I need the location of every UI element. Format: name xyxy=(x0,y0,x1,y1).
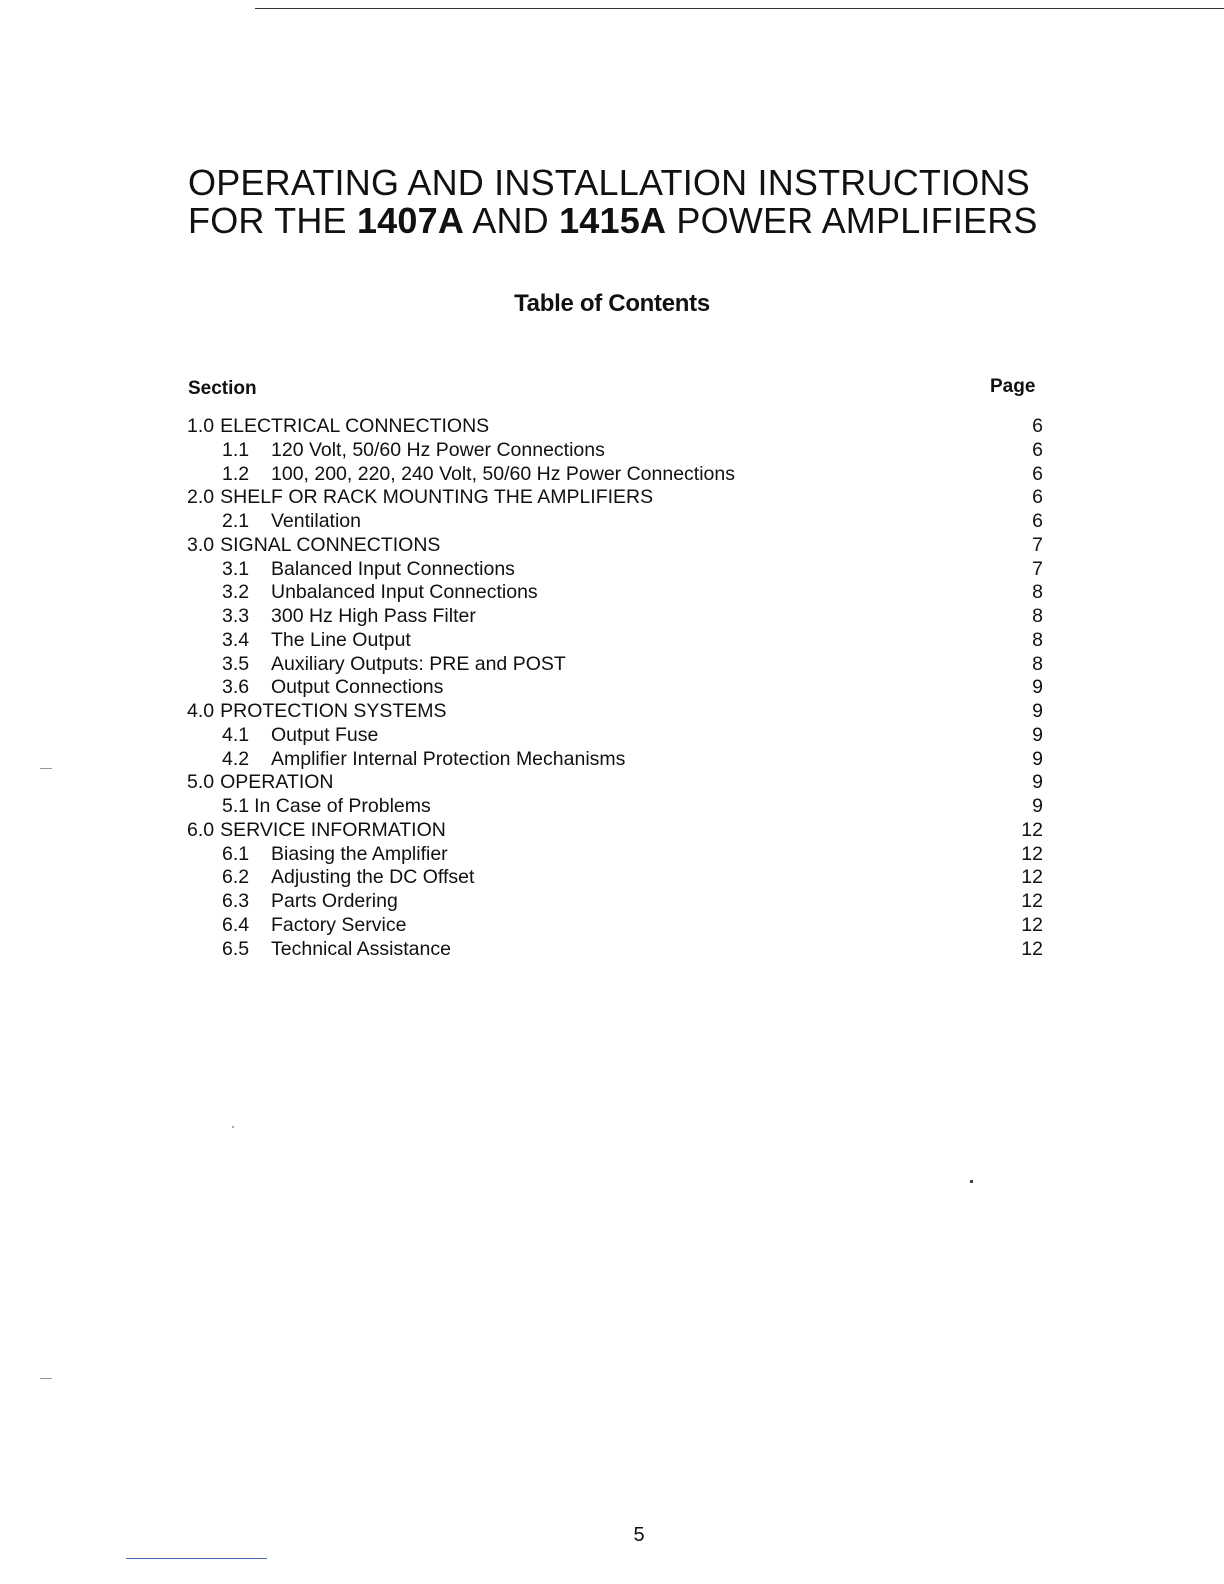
toc-entry-page: 12 xyxy=(1021,866,1043,889)
scan-speck xyxy=(232,1126,234,1128)
toc-entry-number: 6.3 xyxy=(222,890,250,912)
scan-speck xyxy=(40,1378,52,1379)
toc-entry-number: 1.0 xyxy=(187,415,215,437)
toc-subsection-entry xyxy=(187,914,1043,938)
bottom-margin-mark xyxy=(126,1558,267,1559)
toc-entry-page: 6 xyxy=(1032,415,1043,437)
toc-section-entry xyxy=(187,700,1043,724)
toc-entry-label: Adjusting the DC Offset xyxy=(271,866,475,889)
toc-subsection-entry xyxy=(187,748,1043,772)
toc-entry-number: 3.0 xyxy=(187,533,215,556)
toc-entry-label: SIGNAL CONNECTIONS xyxy=(220,533,441,556)
toc-entry-number: 6.1 xyxy=(222,842,250,865)
toc-entry-page: 12 xyxy=(1021,842,1043,865)
toc-entry-number: 5.0 xyxy=(187,771,215,794)
toc-entry-label: 100, 200, 220, 240 Volt, 50/60 Hz Power Connections xyxy=(271,462,735,485)
toc-section-entry xyxy=(187,534,1043,558)
toc-entry-label: 300 Hz High Pass Filter xyxy=(271,605,476,627)
toc-entry-number: 3.3 xyxy=(222,605,250,627)
toc-entry-label: Factory Service xyxy=(271,913,407,936)
toc-list xyxy=(187,415,1043,961)
toc-entry-label: The Line Output xyxy=(271,628,411,651)
toc-entry-label: Auxiliary Outputs: PRE and POST xyxy=(271,652,566,675)
toc-entry-number: 1.1 xyxy=(222,438,250,461)
toc-subsection-entry xyxy=(187,581,1043,605)
toc-section-entry xyxy=(187,819,1043,843)
toc-entry-number: 4.2 xyxy=(222,747,250,770)
toc-entry-page: 7 xyxy=(1032,533,1043,556)
toc-entry-number: 3.2 xyxy=(222,581,250,604)
toc-entry-page: 9 xyxy=(1032,747,1043,770)
toc-entry-number: 3.6 xyxy=(222,676,250,699)
toc-entry-number: 2.0 xyxy=(187,486,215,509)
toc-entry-number: 5.1 xyxy=(222,795,250,817)
toc-entry-number: 6.0 xyxy=(187,818,215,841)
toc-entry-number: 1.2 xyxy=(222,462,250,485)
toc-entry-page: 6 xyxy=(1032,510,1043,532)
page-number: 5 xyxy=(633,1524,645,1546)
toc-subsection-entry xyxy=(187,605,1043,629)
toc-section-entry xyxy=(187,771,1043,795)
toc-entry-number: 6.5 xyxy=(222,937,250,960)
toc-entry-page: 6 xyxy=(1032,438,1043,461)
toc-subsection-entry xyxy=(187,890,1043,914)
title-line-1: OPERATING AND INSTALLATION INSTRUCTIONS xyxy=(188,162,1030,204)
toc-subsection-entry xyxy=(187,463,1043,487)
page-column-header: Page xyxy=(990,376,1036,397)
toc-entry-page: 7 xyxy=(1032,557,1043,580)
toc-entry-page: 8 xyxy=(1032,652,1043,675)
toc-subsection-entry xyxy=(187,938,1043,962)
toc-entry-label: Amplifier Internal Protection Mechanisms xyxy=(271,747,626,770)
toc-entry-label: PROTECTION SYSTEMS xyxy=(220,700,447,722)
toc-subsection-entry xyxy=(187,676,1043,700)
toc-entry-label: Parts Ordering xyxy=(271,890,398,912)
toc-entry-label: SHELF OR RACK MOUNTING THE AMPLIFIERS xyxy=(220,486,654,509)
toc-subsection-entry xyxy=(187,653,1043,677)
toc-entry-label: Technical Assistance xyxy=(271,937,451,960)
toc-entry-label: 120 Volt, 50/60 Hz Power Connections xyxy=(271,438,605,461)
toc-subsection-entry xyxy=(187,439,1043,463)
scan-speck xyxy=(970,1180,973,1183)
toc-entry-label: Unbalanced Input Connections xyxy=(271,581,538,604)
toc-subsection-entry xyxy=(187,558,1043,582)
toc-entry-page: 9 xyxy=(1032,723,1043,746)
section-column-header: Section xyxy=(188,378,257,399)
toc-entry-number: 2.1 xyxy=(222,510,250,532)
toc-section-entry xyxy=(187,415,1043,439)
toc-entry-number: 4.1 xyxy=(222,723,250,746)
toc-entry-label: Ventilation xyxy=(271,510,361,532)
toc-subsection-entry xyxy=(187,629,1043,653)
toc-entry-page: 6 xyxy=(1032,462,1043,485)
toc-entry-page: 8 xyxy=(1032,605,1043,627)
scan-speck xyxy=(40,768,52,769)
model-1415a: 1415A xyxy=(559,200,667,242)
toc-entry-number: 6.4 xyxy=(222,913,250,936)
toc-entry-page: 12 xyxy=(1021,818,1043,841)
toc-subsection-entry xyxy=(187,510,1043,534)
toc-entry-label: Balanced Input Connections xyxy=(271,557,515,580)
toc-entry-page: 12 xyxy=(1021,890,1043,912)
toc-subsection-entry xyxy=(187,724,1043,748)
title-mid: AND xyxy=(464,200,560,242)
toc-entry-page: 9 xyxy=(1032,700,1043,722)
top-rule xyxy=(255,8,1224,9)
toc-entry-page: 8 xyxy=(1032,581,1043,604)
toc-entry-label: SERVICE INFORMATION xyxy=(220,818,446,841)
toc-entry-page: 9 xyxy=(1032,676,1043,699)
toc-entry-number: 3.4 xyxy=(222,628,250,651)
toc-entry-page: 9 xyxy=(1032,795,1043,817)
toc-entry-label: Output Fuse xyxy=(271,723,379,746)
toc-entry-label: ELECTRICAL CONNECTIONS xyxy=(220,415,490,437)
toc-entry-label: In Case of Problems xyxy=(254,795,431,817)
toc-subsection-entry xyxy=(187,843,1043,867)
toc-entry-page: 12 xyxy=(1021,937,1043,960)
toc-subsection-entry xyxy=(187,866,1043,890)
toc-entry-number: 4.0 xyxy=(187,700,215,722)
toc-entry-page: 8 xyxy=(1032,628,1043,651)
title-line-2 xyxy=(188,202,1088,240)
document-title xyxy=(188,164,1088,240)
toc-entry-number: 3.5 xyxy=(222,652,250,675)
model-1407a: 1407A xyxy=(356,200,465,242)
title-prefix: FOR THE xyxy=(188,200,357,242)
toc-entry-page: 6 xyxy=(1032,486,1043,509)
toc-heading: Table of Contents xyxy=(514,290,710,317)
toc-entry-number: 3.1 xyxy=(222,557,250,580)
toc-entry-label: Output Connections xyxy=(271,676,444,699)
toc-entry-page: 12 xyxy=(1021,913,1043,936)
toc-entry-label: OPERATION xyxy=(220,771,334,794)
toc-section-entry xyxy=(187,486,1043,510)
title-suffix: POWER AMPLIFIERS xyxy=(666,200,1038,242)
toc-entry-label: Biasing the Amplifier xyxy=(271,842,448,865)
toc-subsection-entry xyxy=(187,795,1043,819)
toc-entry-page: 9 xyxy=(1032,771,1043,794)
toc-entry-number: 6.2 xyxy=(222,866,250,889)
